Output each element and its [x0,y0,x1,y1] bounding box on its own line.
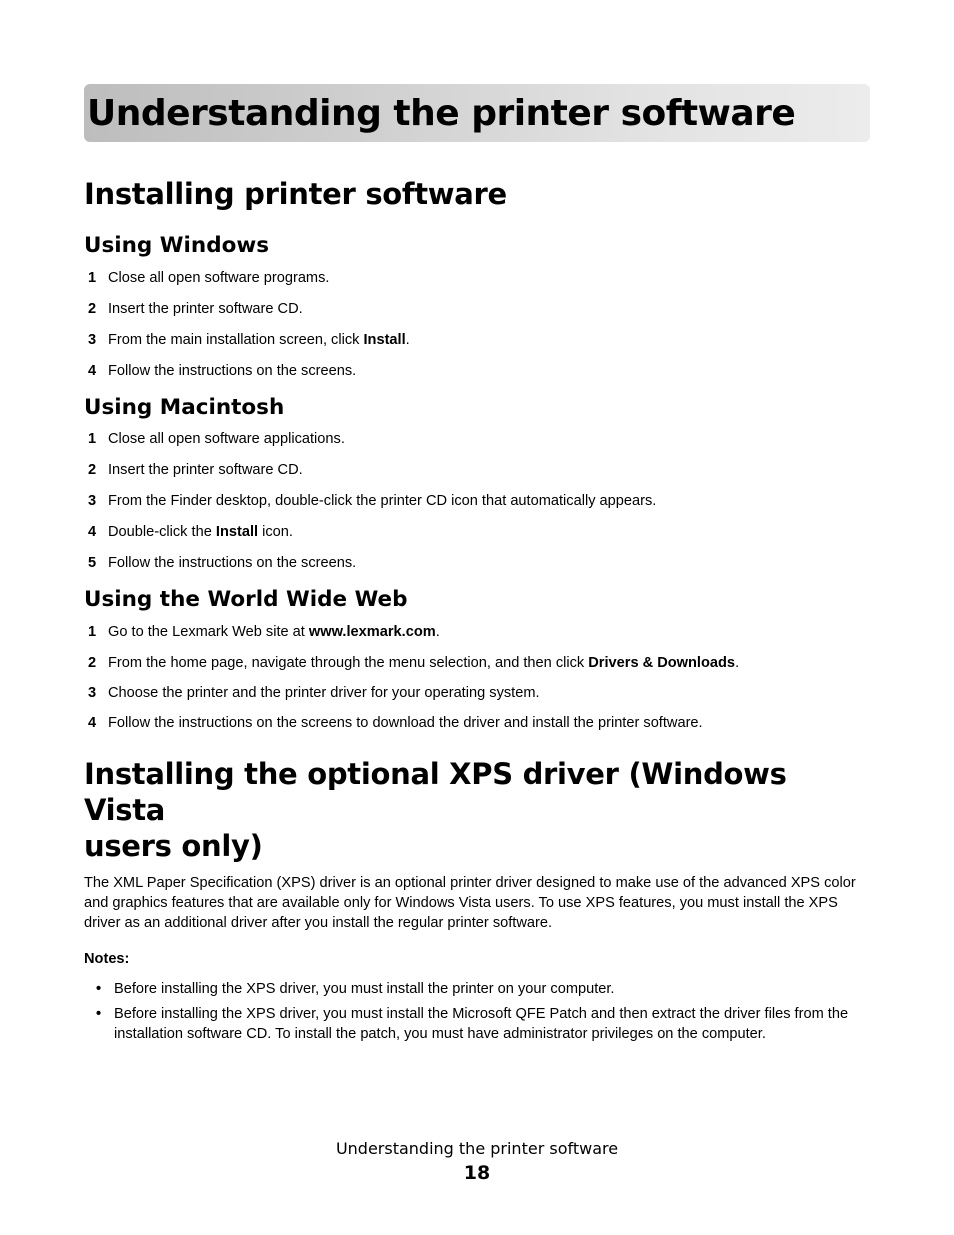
step-number: 3 [88,493,97,510]
step-text: Follow the instructions on the screens. [108,555,357,572]
section-heading-installing: Installing printer software [84,177,507,211]
note-text: Before installing the XPS driver, you must install the Microsoft QFE Patch and then extract the driver files from the installation software CD. To install the patch, you must have administrator privileges on the computer. [114,1006,849,1043]
subheading-windows: Using Windows [84,232,270,258]
chapter-banner [84,84,870,142]
list-item [84,553,870,584]
xps-paragraph: The XML Paper Specification (XPS) driver is an optional printer driver designed to make use of the advanced XPS color and graphics features that are available only for Windows Vista users. To use XPS features, you must install the XPS driver as an additional driver after you install the regular printer software. [84,875,856,932]
step-number: 5 [88,555,97,572]
list-item [84,979,870,999]
step-number: 1 [88,431,97,448]
step-text: Double-click the Install icon. [108,524,293,541]
step-text: From the home page, navigate through the menu selection, and then click Drivers & Downloads. [108,655,740,672]
bullet-icon: • [96,1006,102,1023]
step-number: 4 [88,715,97,732]
web-steps [84,622,870,744]
step-text: Go to the Lexmark Web site at www.lexmark.com. [108,624,440,641]
step-text: From the main installation screen, click Install. [108,331,410,348]
chapter-title: Understanding the printer software [87,93,796,134]
macintosh-steps [84,429,870,584]
list-item [84,299,870,330]
step-text: Insert the printer software CD. [108,300,303,317]
notes-label: Notes: [84,951,130,968]
list-item [84,622,870,653]
list-item [84,522,870,553]
step-text: Follow the instructions on the screens. [108,362,357,379]
section-heading-xps: Installing the optional XPS driver (Windows Vista users only) [84,757,787,864]
list-item [84,713,870,744]
step-text: Close all open software applications. [108,431,345,448]
step-text: From the Finder desktop, double-click the printer CD icon that automatically appears. [108,493,657,510]
step-number: 3 [88,685,97,702]
step-number: 2 [88,655,97,672]
list-item [84,1004,870,1044]
list-item [84,429,870,460]
list-item [84,361,870,392]
bullet-icon: • [96,981,102,998]
windows-steps [84,268,870,392]
step-number: 1 [88,269,97,286]
step-text: Close all open software programs. [108,269,330,286]
list-item [84,460,870,491]
step-number: 2 [88,300,97,317]
step-text: Choose the printer and the printer driver for your operating system. [108,685,540,702]
subheading-macintosh: Using Macintosh [84,394,285,420]
note-text: Before installing the XPS driver, you must install the printer on your computer. [114,981,615,998]
page-number: 18 [463,1162,491,1184]
step-number: 2 [88,462,97,479]
list-item [84,683,870,713]
step-number: 4 [88,524,97,541]
footer-title: Understanding the printer software [335,1139,619,1158]
subheading-web: Using the World Wide Web [84,587,408,613]
step-number: 1 [88,624,97,641]
notes-list [84,979,870,1044]
step-text: Insert the printer software CD. [108,462,303,479]
list-item [84,268,870,299]
step-text: Follow the instructions on the screens to download the driver and install the printer software. [108,715,703,732]
page-footer [0,1138,954,1186]
step-number: 4 [88,362,97,379]
list-item [84,330,870,361]
page-content [84,84,870,1049]
list-item [84,653,870,683]
list-item [84,491,870,522]
step-number: 3 [88,331,97,348]
